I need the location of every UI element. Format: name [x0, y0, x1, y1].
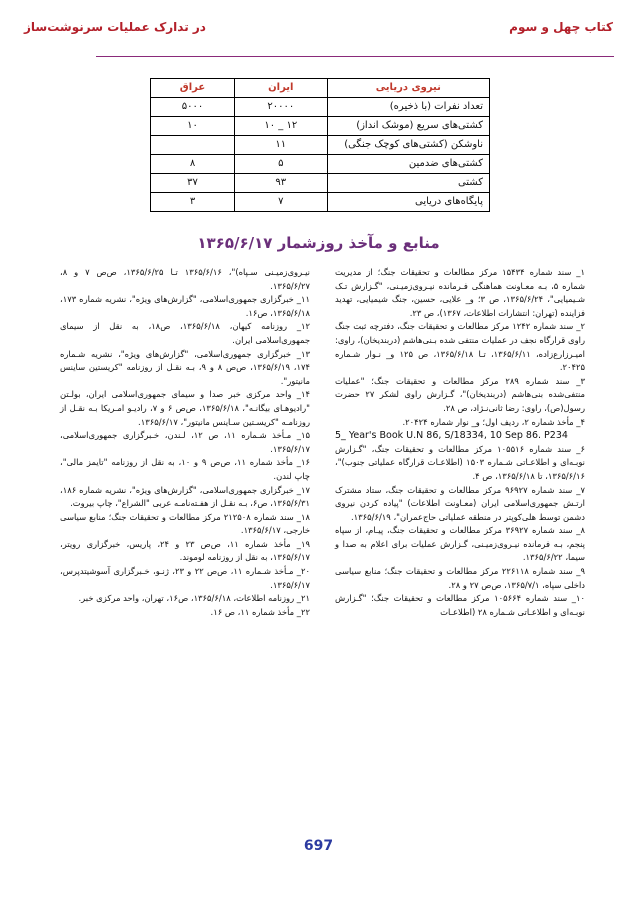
row-iran: ۵: [235, 155, 328, 174]
row-iraq: ۳: [151, 193, 235, 212]
table-row: [151, 136, 490, 155]
page-number: 697: [303, 838, 334, 854]
page-header: [24, 20, 613, 42]
header-iraq: عراق: [151, 79, 235, 98]
references-column-left: [60, 266, 310, 619]
header-iran: ایران: [235, 79, 328, 98]
row-category: کشتی‌های ضدمین: [327, 155, 489, 174]
reference-item: ۳_ سند شماره ۲۸۹ مرکز مطالعات و تحقیقات جنگ؛ "عملیات منتفی‌شده بنی‌هاشم (دربندیخان)"، گـزارش راوی لشکر ۲۷ حضرت رسول(ص)، راوی: رضا ثانی‌نـژاد، ص ۲۸.: [335, 375, 585, 413]
row-iran: ۷: [235, 193, 328, 212]
row-category: پایگاه‌های دریایی: [327, 193, 489, 212]
reference-item: ۲۱_ روزنامه اطلاعات، ۱۳۶۵/۶/۱۸، ص۱۶، تهران، واحد مرکزی خبر.: [78, 593, 310, 604]
reference-item: ۲_ سند شماره ۱۲۴۲ مرکز مطالعات و تحقیقات جنگ، دفترچه ثبت جنگ راوی قرارگاه نجف در عملیات منتفی شده بـنی‌هاشم (دربندیخان)، راوی: امیـرزارع‌زاده، ۱۳۶۵/۶/۱۱، تـا ۱۳۶۵/۶/۱۸، ص ۱۲۵ و_ نـوار شـماره ۲۰۴۲۵.: [335, 321, 585, 373]
row-iraq: ۸: [151, 155, 235, 174]
table-header-row: [151, 79, 490, 98]
book-title: کتاب چهل و سوم: [509, 20, 613, 34]
reference-item: ۶_ سند شماره ۱۰۵۵۱۶ مرکز مطالعات و تحقیقات جنگ، "گـزارش نوبـه‌ای و اطلاعـاتی شـماره ۱۵۰۳ (اطلاعـات قرارگاه عملیاتی جنوب)"، ۱۳۶۵/۶/۱۶، تا ۱۳۶۵/۶/۱۸، ص ۴.: [335, 443, 585, 481]
row-iran: ۱۲ _ ۱۰: [235, 117, 328, 136]
reference-item: ۴_ مأخذ شماره ۲، ردیف اول؛ و_ نوار شماره ۲۰۴۲۴.: [402, 416, 585, 427]
references-column-right: [335, 266, 585, 619]
row-iraq: [151, 136, 235, 155]
row-iraq: ۵۰۰۰: [151, 98, 235, 117]
row-iran: ۲۰۰۰۰: [235, 98, 328, 117]
reference-item: ۱۵_ مـأخذ شـماره ۱۱، ص ۱۲، لـندن، خـبرگزاری جمهوری‌اسلامی، ۱۳۶۵/۶/۱۷.: [60, 430, 310, 454]
reference-item: ۱۳_ خبرگزاری جمهوری‌اسلامی، "گزارش‌های ویژه"، نشریه شـماره ۱۷۴، ۱۳۶۵/۶/۱۹، ص‌ص ۸ و ۹، بـه نقـل از روزنامه "کریستین ساینس مانیتور".: [60, 348, 311, 386]
reference-item: نیـروی‌زمیـنی سـپاه)"، ۱۳۶۵/۶/۱۶ تـا ۱۳۶۵/۶/۲۵، ص‌ص ۷ و ۸، ۱۳۶۵/۶/۲۷.: [60, 267, 311, 291]
reference-item: ۷_ سند شماره ۹۶۹۲۷ مرکز مطالعات و تحقیقات جنگ، ستاد مشترک ارتـش جمهوری‌اسلامی ایران (معـاونت اطلاعات) "پیاده کردن نیروی دشمن توسط هلی‌کوپتر در منطقه عملیاتی حاج‌عمران"، ۱۳۶۵/۶/۱۹.: [335, 484, 585, 522]
naval-forces-table: [150, 78, 490, 212]
chapter-title: در تدارک عملیات سرنوشت‌ساز: [24, 20, 206, 34]
reference-item: ۸_ سند شماره ۳۶۹۲۷ مرکز مطالعات و تحقیقات جنگ، پیـام، از سپاه پنجم، بـه فرمانده نیـروی‌زمیـنی، گـزارش عملیات برای اعلام به صدا و سیما، ۱۳۶۵/۶/۲۲.: [335, 525, 585, 563]
row-category: کشتی‌های سریع (موشک انداز): [327, 117, 489, 136]
row-category: ناوشکن (کشتی‌های کوچک جنگی): [327, 136, 489, 155]
row-category: کشتی: [327, 174, 489, 193]
reference-item: ۱_ سند شماره ۱۵۴۳۴ مرکز مطالعات و تحقیقات جنگ؛ از مدیریت شماره ۵، بـه معـاونت هماهنگی فـرمانده نیـروی‌زمیـنی، "گـزارش تـک شـیمیایی"، ۱۳۶۵/۶/۲۴، ص ۳؛ و_ علایی، حسین، جنگ شیمیایی، تهدید فزاینده (تهران: انتشارات اطلاعات، ۱۳۶۷)، ص ۲۳.: [335, 267, 586, 318]
row-iran: ۱۱: [235, 136, 328, 155]
row-iran: ۹۳: [235, 174, 328, 193]
reference-item: ۱۶_ مأخذ شماره ۱۱، ص‌ص ۹ و ۱۰، به نقل از روزنامه "تایمز مالی"، چاپ لندن.: [60, 457, 310, 481]
reference-item: ۲۰_ مـأخذ شـماره ۱۱، ص‌ص ۲۲ و ۲۳، ژنـو، خـبرگزاری آسوشیتدپرس، ۱۳۶۵/۶/۱۷.: [60, 566, 310, 590]
header-rule: [96, 56, 614, 57]
table-row: [151, 155, 490, 174]
reference-item: 5_ Year's Book U.N 86, S/18334, 10 Sep 86. P234: [335, 430, 568, 442]
header-category: نیروی دریایی: [327, 79, 489, 98]
reference-item: ۱۲_ روزنامه کیهان، ۱۳۶۵/۶/۱۸، ص۱۸، به نقل از سیمای جمهوری‌اسلامی ایران.: [60, 321, 311, 345]
row-category: تعداد نفرات (با ذخیره): [327, 98, 489, 117]
reference-item: ۱۱_ خبرگزاری جمهوری‌اسلامی، "گزارش‌های ویژه"، نشریه شماره ۱۷۳، ۱۳۶۵/۶/۱۸، ص۱۶.: [60, 294, 310, 318]
row-iraq: ۱۰: [151, 117, 235, 136]
reference-item: ۲۲_ مأخذ شماره ۱۱، ص ۱۶.: [210, 606, 310, 617]
reference-item: ۱۷_ خبرگزاری جمهوری‌اسلامی، "گزارش‌های ویژه"، نشریه شماره ۱۸۶، ۱۳۶۵/۶/۳۱، ص۶، بـه نقـل از هفـته‌نامـه عربی "الشراع"، چاپ بیروت.: [60, 484, 310, 509]
reference-item: ۱۹_ مأخذ شماره ۱۱، ص‌ص ۲۳ و ۲۴، پاریس، خبرگزاری رویتر، ۱۳۶۵/۶/۱۷، به نقل از روزنامه لوموند.: [60, 538, 310, 563]
table-row: [151, 174, 490, 193]
reference-item: ۱۸_ سند شماره ۲۱۲۵۰۸ مرکز مطالعات و تحقیقات جنگ؛ منابع سیاسی خارجی، ۱۳۶۵/۶/۱۷.: [60, 511, 310, 536]
reference-item: ۱۰_ سند شماره ۱۰۵۶۶۴ مرکز مطالعات و تحقیقات جنگ؛ "گـزارش نوبـه‌ای و اطلاعـاتی شـماره ۲۸ (اطلاعـات: [335, 593, 585, 617]
table-row: [151, 98, 490, 117]
table-row: [151, 117, 490, 136]
reference-item: ۱۴_ واحد مرکزی خبر صدا و سیمای جمهوری‌اسلامی ایران، بولـتن "رادیوهـای بیگانـه"، ۱۳۶۵/۶/۱۸، ص‌ص ۶ و ۷، رادیـو امـریکا بـه نقـل از روزنامـه "کریسـتین سـاینس مانیتور"، ۱۳۶۵/۶/۱۷.: [60, 389, 310, 427]
row-iraq: ۳۷: [151, 174, 235, 193]
reference-item: ۹_ سند شماره ۲۲۶۱۱۸ مرکز مطالعات و تحقیقات جنگ؛ منابع سیاسی داخلی سپاه، ۱۳۶۵/۷/۱، ص‌ص ۲۷ و ۲۸.: [335, 566, 585, 590]
section-title: منابع و مآخذ روزشمار ۱۳۶۵/۶/۱۷: [197, 234, 440, 252]
table-row: [151, 193, 490, 212]
